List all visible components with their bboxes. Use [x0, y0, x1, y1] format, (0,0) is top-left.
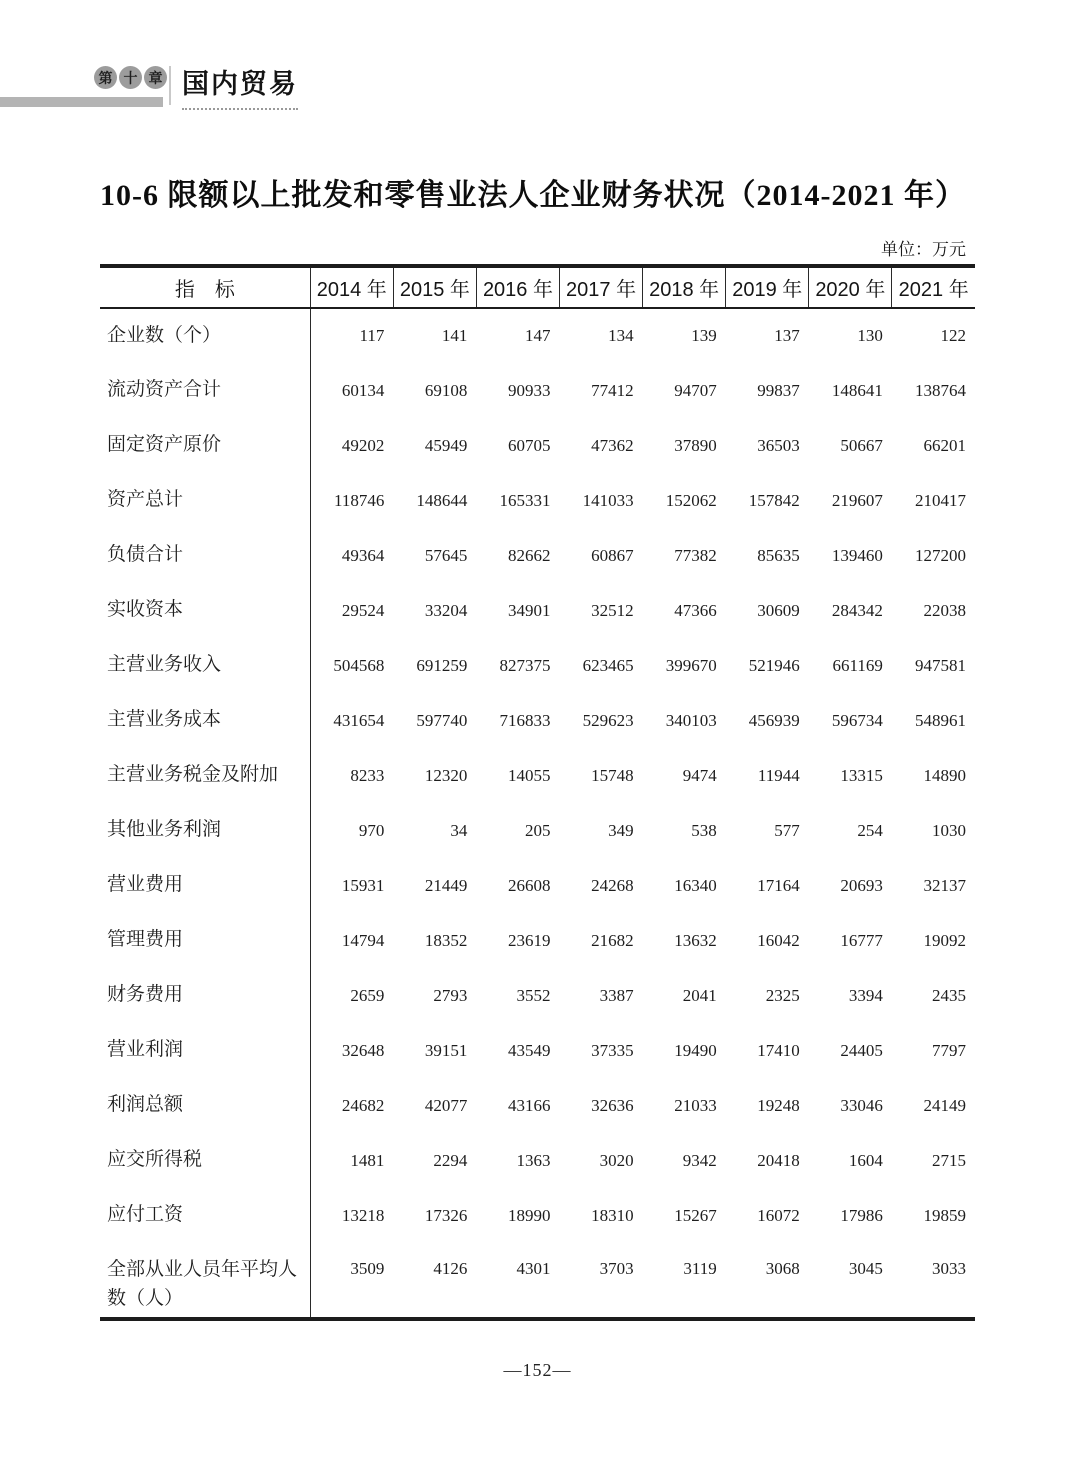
value-cell: 1363 — [516, 1150, 551, 1170]
value-cell: 141033 — [582, 490, 634, 510]
table-row — [100, 1078, 975, 1133]
indicator-label: 全部从业人员年平均人数（人） — [100, 1243, 310, 1319]
value-cell: 152062 — [665, 490, 717, 510]
value-cell: 661169 — [832, 655, 883, 675]
column-header-year: 2014 年 — [310, 266, 393, 308]
table-row — [100, 1243, 975, 1319]
value-cell: 33046 — [840, 1095, 883, 1115]
value-cell: 3703 — [599, 1259, 634, 1278]
badge-circle-char: 章 — [144, 66, 167, 89]
value-cell: 205 — [525, 820, 551, 840]
value-cell: 165331 — [499, 490, 551, 510]
indicator-label: 营业利润 — [100, 1023, 310, 1078]
value-cell: 15267 — [674, 1205, 717, 1225]
value-cell: 2294 — [433, 1150, 468, 1170]
value-cell: 24268 — [591, 875, 634, 895]
chapter-title: 国内贸易 — [182, 62, 298, 110]
indicator-label: 应交所得税 — [100, 1133, 310, 1188]
value-cell: 148641 — [831, 380, 883, 400]
chapter-badge — [94, 66, 167, 89]
value-cell: 20418 — [757, 1150, 800, 1170]
value-cell: 33204 — [424, 600, 468, 620]
value-cell: 47362 — [591, 435, 634, 455]
value-cell: 210417 — [915, 490, 966, 510]
value-cell: 13218 — [341, 1205, 385, 1225]
column-header-indicator: 指 标 — [100, 266, 310, 308]
value-cell: 39151 — [424, 1040, 468, 1060]
value-cell: 284342 — [831, 600, 883, 620]
table-row — [100, 693, 975, 748]
indicator-label: 其他业务利润 — [100, 803, 310, 858]
value-cell: 13315 — [840, 765, 883, 785]
value-cell: 141 — [441, 326, 468, 345]
value-cell: 43166 — [508, 1095, 551, 1115]
value-cell: 34 — [450, 820, 468, 840]
value-cell: 138764 — [915, 380, 966, 400]
value-cell: 130 — [857, 326, 883, 345]
value-cell: 49364 — [341, 545, 385, 565]
value-cell: 577 — [774, 820, 800, 840]
value-cell: 18310 — [591, 1205, 634, 1225]
value-cell: 32636 — [591, 1095, 634, 1115]
value-cell: 77382 — [674, 545, 717, 565]
value-cell: 399670 — [665, 655, 717, 675]
value-cell: 66201 — [923, 435, 966, 455]
value-cell: 3068 — [765, 1259, 800, 1278]
value-cell: 18990 — [508, 1205, 551, 1225]
value-cell: 47366 — [674, 600, 717, 620]
column-header-year: 2015 年 — [393, 266, 476, 308]
value-cell: 15748 — [591, 765, 634, 785]
value-cell: 26608 — [508, 875, 551, 895]
table-row — [100, 913, 975, 968]
value-cell: 23619 — [508, 930, 551, 950]
value-cell: 18352 — [424, 930, 468, 950]
value-cell: 85635 — [757, 545, 800, 565]
value-cell: 3119 — [683, 1259, 717, 1278]
value-cell: 32512 — [591, 600, 634, 620]
table-header — [100, 266, 975, 308]
badge-circle-char: 第 — [94, 66, 117, 89]
value-cell: 3387 — [599, 985, 634, 1005]
header-row — [100, 266, 975, 308]
indicator-label: 应付工资 — [100, 1188, 310, 1243]
value-cell: 24682 — [341, 1095, 385, 1115]
value-cell: 827375 — [499, 655, 551, 675]
table-row — [100, 968, 975, 1023]
value-cell: 529623 — [582, 710, 634, 730]
page-title: 10-6 限额以上批发和零售业法人企业财务状况（2014-2021 年） — [100, 179, 966, 212]
table-row — [100, 1023, 975, 1078]
value-cell: 60705 — [508, 435, 551, 455]
value-cell: 137 — [774, 326, 800, 345]
value-cell: 69108 — [424, 380, 468, 400]
value-cell: 16072 — [757, 1205, 800, 1225]
column-header-year: 2019 年 — [726, 266, 809, 308]
value-cell: 456939 — [748, 710, 800, 730]
value-cell: 7797 — [932, 1040, 966, 1060]
value-cell: 970 — [358, 820, 385, 840]
value-cell: 37335 — [591, 1040, 634, 1060]
value-cell: 32137 — [923, 875, 966, 895]
value-cell: 22038 — [923, 600, 966, 620]
value-cell: 29524 — [341, 600, 385, 620]
value-cell: 42077 — [424, 1095, 468, 1115]
value-cell: 17326 — [424, 1205, 468, 1225]
value-cell: 14794 — [341, 930, 385, 950]
table-row — [100, 308, 975, 363]
value-cell: 118746 — [333, 490, 385, 510]
value-cell: 9474 — [682, 765, 717, 785]
indicator-label: 实收资本 — [100, 583, 310, 638]
value-cell: 3509 — [350, 1259, 385, 1278]
indicator-label: 主营业务收入 — [100, 638, 310, 693]
value-cell: 340103 — [665, 710, 717, 730]
value-cell: 3020 — [599, 1150, 634, 1170]
value-cell: 8233 — [350, 765, 385, 785]
badge-circle-char: 十 — [119, 66, 142, 89]
indicator-label: 财务费用 — [100, 968, 310, 1023]
value-cell: 148644 — [416, 490, 468, 510]
value-cell: 431654 — [333, 710, 385, 730]
value-cell: 1481 — [350, 1150, 385, 1170]
value-cell: 13632 — [674, 930, 717, 950]
value-cell: 30609 — [757, 600, 800, 620]
column-header-year: 2016 年 — [476, 266, 559, 308]
value-cell: 17410 — [757, 1040, 800, 1060]
value-cell: 596734 — [831, 710, 883, 730]
indicator-label: 企业数（个） — [100, 308, 310, 363]
value-cell: 77412 — [591, 380, 634, 400]
value-cell: 16340 — [674, 875, 717, 895]
value-cell: 691259 — [416, 655, 468, 675]
chapter-header — [0, 0, 1074, 120]
table-row — [100, 473, 975, 528]
indicator-label: 负债合计 — [100, 528, 310, 583]
indicator-label: 主营业务税金及附加 — [100, 748, 310, 803]
value-cell: 32648 — [341, 1040, 385, 1060]
indicator-label: 利润总额 — [100, 1078, 310, 1133]
value-cell: 1604 — [848, 1150, 883, 1170]
value-cell: 122 — [940, 326, 966, 345]
value-cell: 139 — [691, 326, 717, 345]
value-cell: 43549 — [508, 1040, 551, 1060]
table-row — [100, 363, 975, 418]
table-row — [100, 748, 975, 803]
value-cell: 11944 — [757, 765, 800, 785]
indicator-label: 管理费用 — [100, 913, 310, 968]
value-cell: 117 — [359, 326, 385, 345]
value-cell: 147 — [525, 326, 551, 345]
table-row — [100, 528, 975, 583]
value-cell: 127200 — [915, 545, 966, 565]
value-cell: 20693 — [840, 875, 883, 895]
value-cell: 60867 — [591, 545, 634, 565]
column-header-year: 2020 年 — [809, 266, 892, 308]
value-cell: 16042 — [757, 930, 800, 950]
value-cell: 504568 — [333, 655, 385, 675]
value-cell: 521946 — [748, 655, 800, 675]
value-cell: 2325 — [765, 985, 800, 1005]
value-cell: 3033 — [932, 1259, 966, 1278]
table-row — [100, 1188, 975, 1243]
value-cell: 219607 — [831, 490, 883, 510]
value-cell: 2435 — [932, 985, 966, 1005]
value-cell: 19248 — [757, 1095, 800, 1115]
value-cell: 623465 — [582, 655, 634, 675]
table-row — [100, 638, 975, 693]
value-cell: 349 — [608, 820, 634, 840]
column-header-year: 2017 年 — [560, 266, 643, 308]
table-row — [100, 858, 975, 913]
value-cell: 947581 — [915, 655, 966, 675]
value-cell: 24149 — [923, 1095, 966, 1115]
value-cell: 2659 — [350, 985, 385, 1005]
value-cell: 134 — [608, 326, 634, 345]
value-cell: 82662 — [508, 545, 551, 565]
table-row — [100, 583, 975, 638]
value-cell: 16777 — [840, 930, 883, 950]
indicator-label: 资产总计 — [100, 473, 310, 528]
value-cell: 254 — [857, 820, 883, 840]
value-cell: 2793 — [433, 985, 468, 1005]
value-cell: 3394 — [848, 985, 883, 1005]
value-cell: 716833 — [499, 710, 551, 730]
value-cell: 37890 — [674, 435, 717, 455]
value-cell: 60134 — [341, 380, 385, 400]
value-cell: 21682 — [591, 930, 634, 950]
value-cell: 94707 — [674, 380, 717, 400]
value-cell: 15931 — [341, 875, 385, 895]
table-row — [100, 418, 975, 473]
unit-label: 单位：万元 — [881, 240, 966, 259]
value-cell: 4301 — [516, 1259, 551, 1278]
value-cell: 538 — [691, 820, 717, 840]
column-header-year: 2021 年 — [892, 266, 975, 308]
value-cell: 14890 — [923, 765, 966, 785]
header-vertical-divider — [169, 66, 171, 105]
value-cell: 17164 — [757, 875, 800, 895]
column-header-year: 2018 年 — [643, 266, 726, 308]
value-cell: 2715 — [932, 1150, 966, 1170]
value-cell: 19859 — [923, 1205, 966, 1225]
table-body — [100, 308, 975, 1319]
value-cell: 45949 — [424, 435, 468, 455]
value-cell: 548961 — [915, 710, 966, 730]
value-cell: 34901 — [508, 600, 551, 620]
value-cell: 3552 — [516, 985, 551, 1005]
value-cell: 21449 — [424, 875, 468, 895]
value-cell: 50667 — [840, 435, 883, 455]
value-cell: 12320 — [424, 765, 468, 785]
value-cell: 36503 — [757, 435, 800, 455]
value-cell: 14055 — [508, 765, 551, 785]
value-cell: 9342 — [682, 1150, 717, 1170]
value-cell: 157842 — [748, 490, 800, 510]
table-row — [100, 1133, 975, 1188]
value-cell: 99837 — [757, 380, 800, 400]
header-gray-bar — [0, 97, 163, 107]
table-row — [100, 803, 975, 858]
value-cell: 4126 — [433, 1259, 468, 1278]
value-cell: 2041 — [682, 985, 717, 1005]
value-cell: 19092 — [923, 930, 966, 950]
indicator-label: 营业费用 — [100, 858, 310, 913]
value-cell: 19490 — [674, 1040, 717, 1060]
value-cell: 90933 — [508, 380, 551, 400]
indicator-label: 固定资产原价 — [100, 418, 310, 473]
indicator-label: 流动资产合计 — [100, 363, 310, 418]
value-cell: 597740 — [416, 710, 468, 730]
value-cell: 3045 — [848, 1259, 883, 1278]
page-number: —152— — [503, 1360, 572, 1380]
value-cell: 139460 — [831, 545, 883, 565]
value-cell: 21033 — [674, 1095, 717, 1115]
value-cell: 1030 — [932, 820, 966, 840]
value-cell: 57645 — [424, 545, 468, 565]
financial-status-table — [100, 264, 975, 1321]
value-cell: 24405 — [840, 1040, 883, 1060]
indicator-label: 主营业务成本 — [100, 693, 310, 748]
value-cell: 49202 — [341, 435, 385, 455]
value-cell: 17986 — [840, 1205, 883, 1225]
